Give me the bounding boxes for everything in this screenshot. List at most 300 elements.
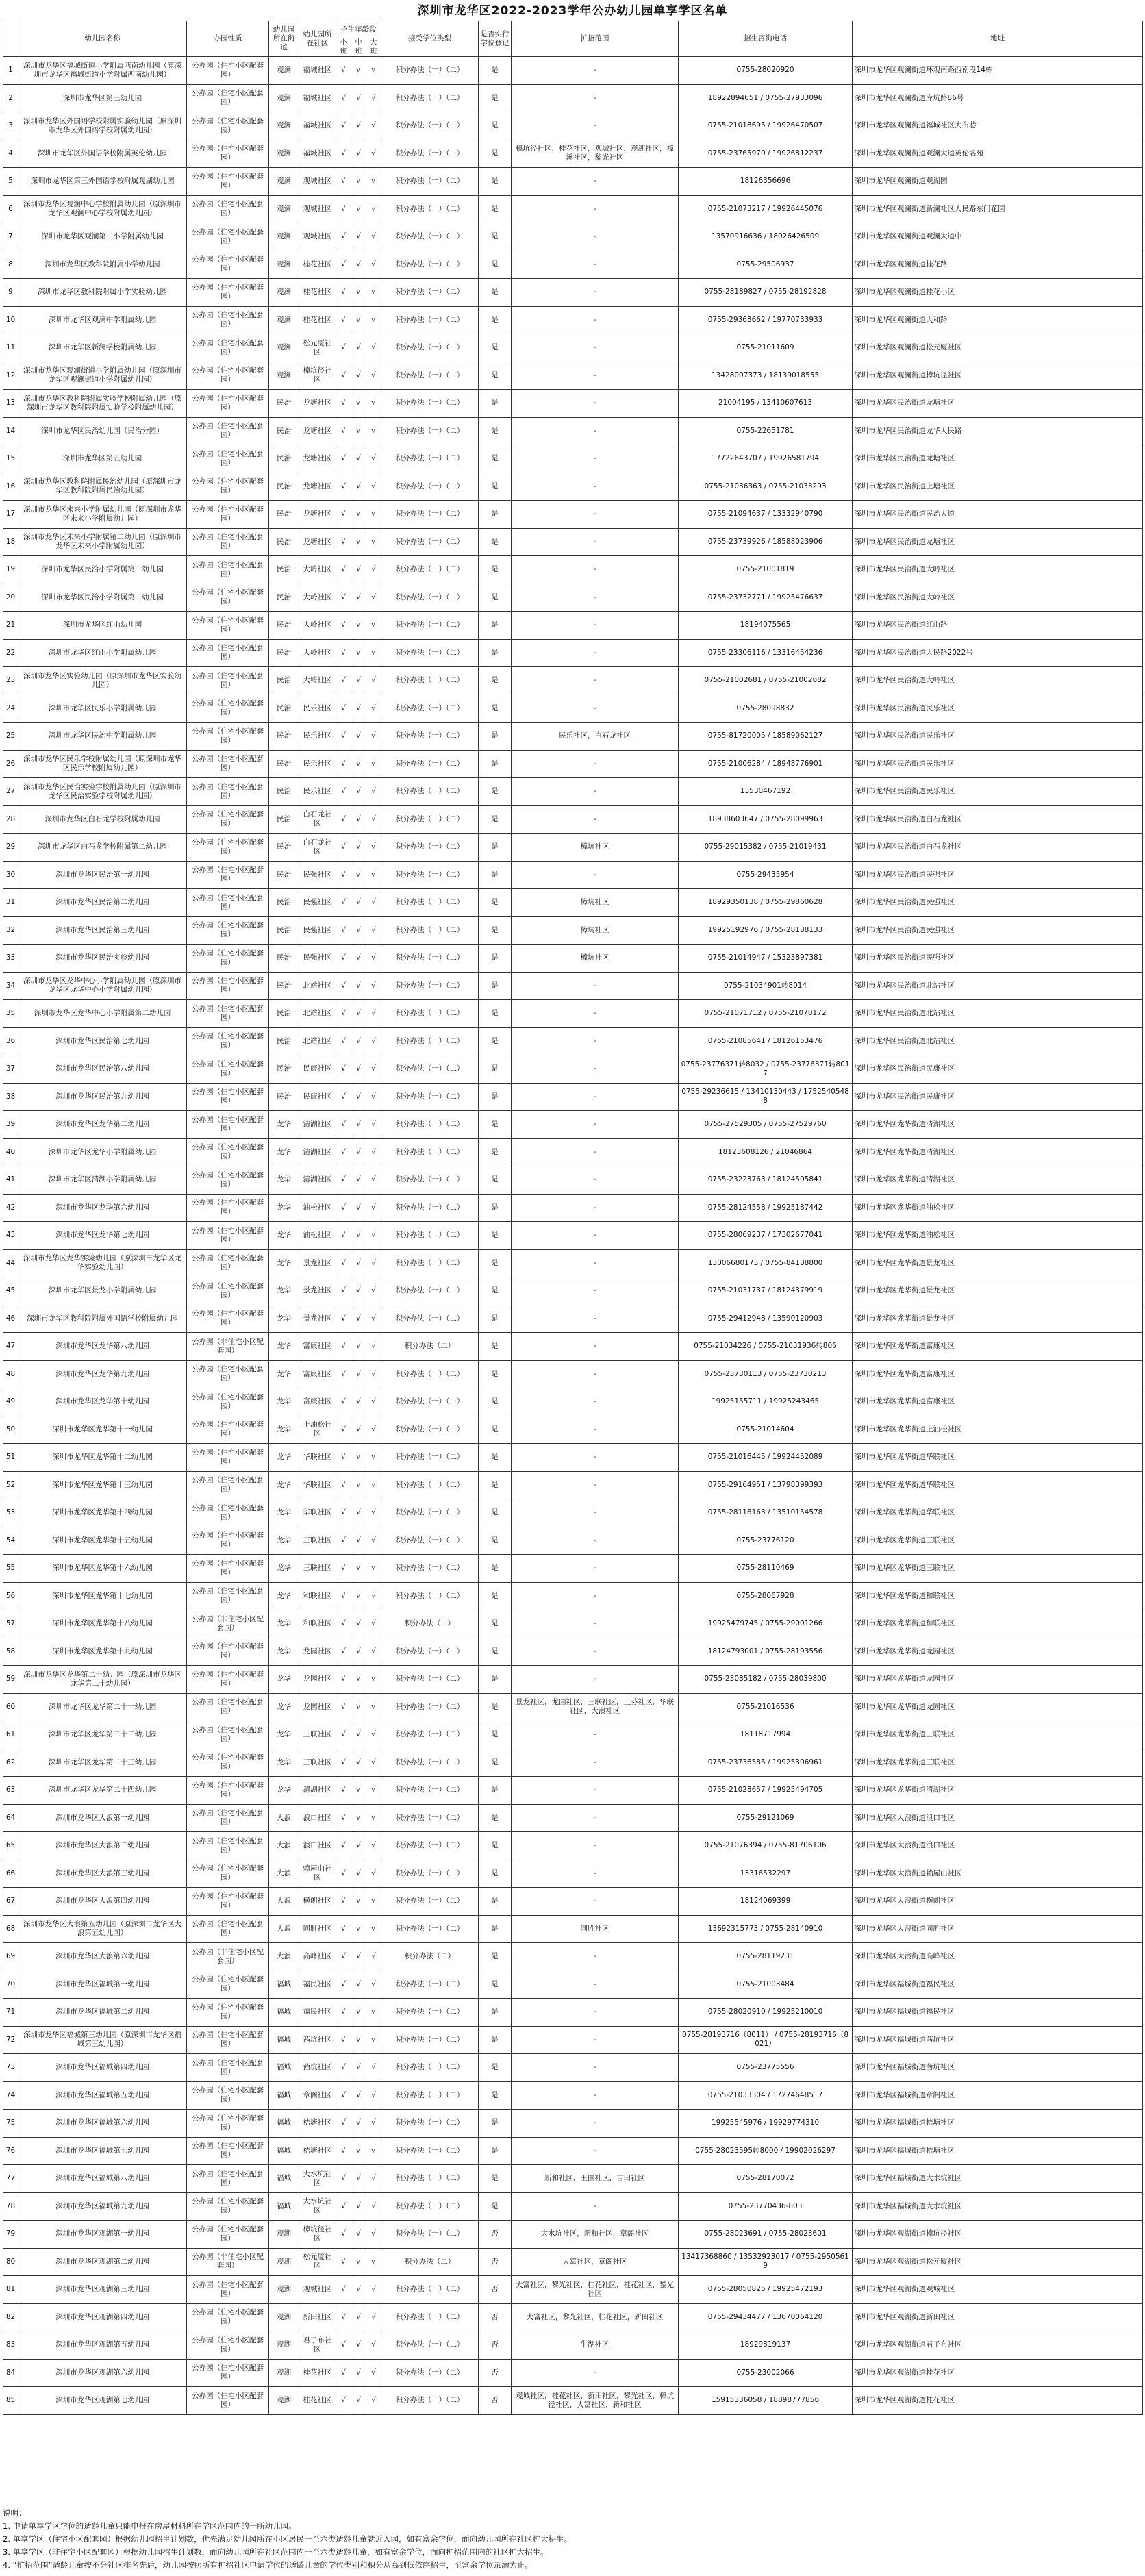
- cell-middle: √: [351, 889, 366, 917]
- cell-type: 公办园（住宅小区配套园）: [187, 834, 269, 862]
- cell-street: 龙华: [269, 1471, 299, 1499]
- cell-large: √: [366, 1638, 381, 1666]
- cell-community: 清湖社区: [299, 1777, 336, 1805]
- cell-scope: -: [512, 2081, 679, 2110]
- cell-community: 浪口社区: [299, 1832, 336, 1860]
- cell-middle: √: [351, 501, 366, 529]
- note-line: 说明：: [3, 2508, 27, 2518]
- cell-scope: -: [512, 1804, 679, 1832]
- cell-category: 积分办法（一）（二）: [381, 2331, 479, 2360]
- cell-name: 深圳市龙华区龙华小学附属幼儿园: [18, 1138, 187, 1166]
- cell-no: 9: [3, 279, 18, 307]
- table-row: [3, 528, 1143, 556]
- cell-large: √: [366, 57, 381, 85]
- cell-address: 深圳市龙华区民治街道人民路2022号: [853, 639, 1143, 667]
- cell-name: 深圳市龙华区教科院附属实验学校附属幼儿园（原深圳市龙华区教科院附属实验学校附属幼儿园）: [18, 390, 187, 418]
- table-row: [3, 2303, 1143, 2331]
- cell-phone: 0755-21016445 / 19924452089: [679, 1444, 853, 1472]
- cell-phone: 0755-21034901转8014: [679, 972, 853, 1000]
- cell-phone: 0755-28110469: [679, 1555, 853, 1583]
- cell-phone: 0755-23736585 / 19925306961: [679, 1749, 853, 1777]
- cell-scope: -: [512, 639, 679, 667]
- cell-type: 公办园（住宅小区配套园）: [187, 2303, 269, 2331]
- cell-middle: √: [351, 861, 366, 889]
- cell-pilot: 是: [479, 612, 512, 640]
- cell-large: √: [366, 1943, 381, 1971]
- cell-street: 观澜: [269, 279, 299, 307]
- cell-large: √: [366, 834, 381, 862]
- cell-address: 深圳市龙华区龙华街道清湖社区: [853, 1138, 1143, 1166]
- cell-category: 积分办法（一）（二）: [381, 473, 479, 501]
- cell-type: 公办园（住宅小区配套园）: [187, 1027, 269, 1055]
- cell-scope: -: [512, 501, 679, 529]
- cell-small: √: [336, 1610, 351, 1638]
- cell-name: 深圳市龙华区白石龙学校附属幼儿园: [18, 805, 187, 834]
- table-row: [3, 584, 1143, 612]
- cell-large: √: [366, 584, 381, 612]
- cell-category: 积分办法（一）（二）: [381, 945, 479, 973]
- cell-middle: √: [351, 279, 366, 307]
- cell-address: 深圳市龙华区民治街道大岭社区: [853, 584, 1143, 612]
- cell-name: 深圳市龙华区民治第七幼儿园: [18, 1027, 187, 1055]
- cell-small: √: [336, 750, 351, 778]
- header-large: 大班: [366, 38, 381, 57]
- cell-large: √: [366, 972, 381, 1000]
- cell-type: 公办园（住宅小区配套园）: [187, 168, 269, 196]
- cell-small: √: [336, 1804, 351, 1832]
- cell-type: 公办园（住宅小区配套园）: [187, 2331, 269, 2360]
- cell-pilot: 是: [479, 57, 512, 85]
- cell-pilot: 是: [479, 1305, 512, 1333]
- cell-no: 42: [3, 1194, 18, 1222]
- cell-phone: 0755-81720005 / 18589062127: [679, 723, 853, 751]
- cell-type: 公办园（住宅小区配套园）: [187, 1277, 269, 1305]
- cell-type: 公办园（住宅小区配套园）: [187, 2192, 269, 2221]
- cell-pilot: 是: [479, 362, 512, 390]
- cell-scope: -: [512, 1083, 679, 1111]
- cell-no: 51: [3, 1444, 18, 1472]
- cell-community: 龙园社区: [299, 1666, 336, 1694]
- cell-phone: 0755-23085182 / 0755-28039800: [679, 1666, 853, 1694]
- cell-small: √: [336, 1971, 351, 1999]
- cell-pilot: 是: [479, 112, 512, 140]
- cell-category: 积分办法（一）（二）: [381, 1388, 479, 1416]
- cell-large: √: [366, 945, 381, 973]
- cell-small: √: [336, 1582, 351, 1610]
- cell-category: 积分办法（一）（二）: [381, 390, 479, 418]
- cell-large: √: [366, 223, 381, 251]
- cell-community: 福民社区: [299, 1971, 336, 1999]
- cell-no: 25: [3, 723, 18, 751]
- cell-category: 积分办法（一）（二）: [381, 168, 479, 196]
- cell-category: 积分办法（一）（二）: [381, 889, 479, 917]
- cell-street: 民治: [269, 723, 299, 751]
- cell-name: 深圳市龙华区民治中学附属幼儿园: [18, 723, 187, 751]
- cell-pilot: 是: [479, 972, 512, 1000]
- cell-middle: √: [351, 1055, 366, 1084]
- cell-middle: √: [351, 2054, 366, 2082]
- table-row: [3, 2110, 1143, 2138]
- cell-pilot: 是: [479, 945, 512, 973]
- cell-scope: -: [512, 223, 679, 251]
- cell-phone: 0755-21016536: [679, 1693, 853, 1721]
- cell-large: √: [366, 1166, 381, 1195]
- table-row: [3, 334, 1143, 362]
- cell-name: 深圳市龙华区大浪第一幼儿园: [18, 1804, 187, 1832]
- cell-large: √: [366, 251, 381, 279]
- cell-name: 深圳市龙华区观湖第二幼儿园: [18, 2248, 187, 2276]
- cell-type: 公办园（住宅小区配套园）: [187, 2165, 269, 2193]
- cell-address: 深圳市龙华区观澜街道观湖园: [853, 168, 1143, 196]
- cell-phone: 0755-23002066: [679, 2359, 853, 2387]
- cell-pilot: 是: [479, 1388, 512, 1416]
- cell-pilot: 是: [479, 1693, 512, 1721]
- cell-middle: √: [351, 2192, 366, 2221]
- cell-middle: √: [351, 140, 366, 168]
- cell-address: 深圳市龙华区民治街道大岭社区: [853, 667, 1143, 695]
- cell-middle: √: [351, 916, 366, 945]
- cell-community: 白石龙社区: [299, 805, 336, 834]
- cell-small: √: [336, 861, 351, 889]
- cell-community: 民乐社区: [299, 750, 336, 778]
- cell-phone: 0755-21085641 / 18126153476: [679, 1027, 853, 1055]
- cell-name: 深圳市龙华区龙华实验幼儿园（原深圳市龙华区龙华实验幼儿园）: [18, 1249, 187, 1277]
- cell-address: 深圳市龙华区大浪街道高峰社区: [853, 1943, 1143, 1971]
- cell-no: 37: [3, 1055, 18, 1084]
- cell-middle: √: [351, 612, 366, 640]
- table-row: [3, 2221, 1143, 2249]
- cell-type: 公办园（住宅小区配套园）: [187, 84, 269, 112]
- cell-phone: 0755-21034226 / 0755-21031936转806: [679, 1333, 853, 1361]
- cell-small: √: [336, 1249, 351, 1277]
- cell-street: 福城: [269, 2137, 299, 2165]
- cell-type: 公办园（住宅小区配套园）: [187, 1111, 269, 1139]
- cell-phone: 0755-28050825 / 19925472193: [679, 2276, 853, 2304]
- cell-community: 大岭社区: [299, 612, 336, 640]
- cell-category: 积分办法（一）（二）: [381, 1222, 479, 1250]
- cell-middle: √: [351, 805, 366, 834]
- cell-street: 龙华: [269, 1416, 299, 1444]
- cell-scope: -: [512, 1888, 679, 1916]
- cell-large: √: [366, 195, 381, 223]
- cell-middle: √: [351, 1888, 366, 1916]
- cell-street: 观澜: [269, 57, 299, 85]
- cell-scope: -: [512, 528, 679, 556]
- cell-no: 60: [3, 1693, 18, 1721]
- cell-address: 深圳市龙华区民治街道民乐社区: [853, 695, 1143, 723]
- cell-address: 深圳市龙华区观湖街道桂花社区: [853, 2387, 1143, 2415]
- table-row: [3, 2192, 1143, 2221]
- cell-pilot: 否: [479, 2331, 512, 2360]
- cell-large: √: [366, 1777, 381, 1805]
- cell-community: 华联社区: [299, 1444, 336, 1472]
- cell-no: 55: [3, 1555, 18, 1583]
- cell-pilot: 是: [479, 528, 512, 556]
- cell-scope: -: [512, 556, 679, 584]
- cell-pilot: 是: [479, 2165, 512, 2193]
- cell-middle: √: [351, 445, 366, 473]
- cell-name: 深圳市龙华区福城第四幼儿园: [18, 2054, 187, 2082]
- cell-name: 深圳市龙华区福城第八幼儿园: [18, 2165, 187, 2193]
- cell-type: 公办园（住宅小区配套园）: [187, 861, 269, 889]
- cell-small: √: [336, 445, 351, 473]
- cell-pilot: 是: [479, 1527, 512, 1555]
- cell-type: 公办园（住宅小区配套园）: [187, 279, 269, 307]
- table-row: [3, 195, 1143, 223]
- cell-scope: 樟坑社区: [512, 834, 679, 862]
- cell-large: √: [366, 612, 381, 640]
- cell-address: 深圳市龙华区观湖街道君子布社区: [853, 2331, 1143, 2360]
- cell-community: 景龙社区: [299, 1305, 336, 1333]
- cell-category: 积分办法（一）（二）: [381, 667, 479, 695]
- cell-category: 积分办法（一）（二）: [381, 2221, 479, 2249]
- cell-pilot: 是: [479, 306, 512, 334]
- cell-small: √: [336, 2165, 351, 2193]
- table-row: [3, 2165, 1143, 2193]
- cell-large: √: [366, 1693, 381, 1721]
- cell-community: 福城社区: [299, 140, 336, 168]
- cell-address: 深圳市龙华区龙华街道上油松社区: [853, 1416, 1143, 1444]
- cell-small: √: [336, 417, 351, 445]
- cell-middle: √: [351, 390, 366, 418]
- cell-scope: -: [512, 584, 679, 612]
- table-row: [3, 1860, 1143, 1888]
- cell-small: √: [336, 2276, 351, 2304]
- cell-large: √: [366, 168, 381, 196]
- cell-street: 观澜: [269, 195, 299, 223]
- cell-street: 龙华: [269, 1277, 299, 1305]
- cell-name: 深圳市龙华区外国语学校附属实验幼儿园（原深圳市龙华区外国语学校附属幼儿园）: [18, 112, 187, 140]
- cell-scope: -: [512, 1222, 679, 1250]
- cell-community: 福城社区: [299, 84, 336, 112]
- table-row: [3, 1249, 1143, 1277]
- cell-large: √: [366, 1915, 381, 1943]
- cell-no: 26: [3, 750, 18, 778]
- cell-scope: -: [512, 1582, 679, 1610]
- cell-category: 积分办法（一）（二）: [381, 1166, 479, 1195]
- cell-street: 观澜: [269, 223, 299, 251]
- cell-type: 公办园（住宅小区配套园）: [187, 2110, 269, 2138]
- cell-street: 观湖: [269, 2248, 299, 2276]
- cell-pilot: 否: [479, 2303, 512, 2331]
- cell-phone: 18938603647 / 0755-28099963: [679, 805, 853, 834]
- cell-phone: 13428007373 / 18139018555: [679, 362, 853, 390]
- cell-no: 27: [3, 778, 18, 806]
- cell-street: 大浪: [269, 1832, 299, 1860]
- cell-community: 富康社区: [299, 1333, 336, 1361]
- cell-pilot: 是: [479, 1999, 512, 2027]
- cell-street: 观湖: [269, 2276, 299, 2304]
- cell-phone: 0755-23770436-803: [679, 2192, 853, 2221]
- cell-category: 积分办法（一）（二）: [381, 1915, 479, 1943]
- cell-category: 积分办法（一）（二）: [381, 1083, 479, 1111]
- cell-large: √: [366, 501, 381, 529]
- cell-name: 深圳市龙华区龙华第十九幼儿园: [18, 1638, 187, 1666]
- cell-street: 民治: [269, 861, 299, 889]
- cell-phone: 0755-28020910 / 19925210010: [679, 1999, 853, 2027]
- cell-middle: √: [351, 1166, 366, 1195]
- cell-middle: √: [351, 1860, 366, 1888]
- cell-type: 公办园（住宅小区配套园）: [187, 1416, 269, 1444]
- cell-street: 民治: [269, 805, 299, 834]
- table-row: [3, 362, 1143, 390]
- cell-phone: 0755-21001819: [679, 556, 853, 584]
- cell-phone: 0755-29015382 / 0755-21019431: [679, 834, 853, 862]
- cell-type: 公办园（住宅小区配套园）: [187, 1860, 269, 1888]
- cell-phone: 0755-21006284 / 18948776901: [679, 750, 853, 778]
- table-row: [3, 1416, 1143, 1444]
- cell-small: √: [336, 223, 351, 251]
- cell-name: 深圳市龙华区民治小学附属第一幼儿园: [18, 556, 187, 584]
- cell-no: 31: [3, 889, 18, 917]
- cell-large: √: [366, 1305, 381, 1333]
- cell-category: 积分办法（一）（二）: [381, 1555, 479, 1583]
- cell-address: 深圳市龙华区龙华街道清湖社区: [853, 1111, 1143, 1139]
- cell-name: 深圳市龙华区民治第八幼儿园: [18, 1055, 187, 1084]
- cell-type: 公办园（住宅小区配套园）: [187, 473, 269, 501]
- cell-large: √: [366, 473, 381, 501]
- cell-large: √: [366, 1749, 381, 1777]
- cell-phone: 13530467192: [679, 778, 853, 806]
- cell-phone: 0755-21033304 / 17274648517: [679, 2081, 853, 2110]
- header-street: 幼儿园所在街道: [269, 21, 299, 57]
- cell-pilot: 是: [479, 1610, 512, 1638]
- cell-no: 78: [3, 2192, 18, 2221]
- cell-name: 深圳市龙华区第三幼儿园: [18, 84, 187, 112]
- cell-pilot: 是: [479, 445, 512, 473]
- cell-address: 深圳市龙华区观澜街道环观南路西南段14栋: [853, 57, 1143, 85]
- cell-community: 景龙社区: [299, 1249, 336, 1277]
- cell-community: 景龙社区: [299, 1277, 336, 1305]
- table-row: [3, 1666, 1143, 1694]
- cell-pilot: 是: [479, 1638, 512, 1666]
- cell-pilot: 是: [479, 1499, 512, 1527]
- cell-pilot: 是: [479, 223, 512, 251]
- cell-category: 积分办法（一）（二）: [381, 84, 479, 112]
- table-row: [3, 1721, 1143, 1749]
- cell-address: 深圳市龙华区龙华街道华联社区: [853, 1471, 1143, 1499]
- cell-no: 15: [3, 445, 18, 473]
- cell-scope: -: [512, 778, 679, 806]
- cell-scope: 樟坑社区: [512, 889, 679, 917]
- cell-pilot: 是: [479, 2054, 512, 2082]
- cell-no: 36: [3, 1027, 18, 1055]
- cell-community: 大水坑社区: [299, 2192, 336, 2221]
- cell-name: 深圳市龙华区民治第九幼儿园: [18, 1083, 187, 1111]
- cell-community: 油松社区: [299, 1194, 336, 1222]
- cell-middle: √: [351, 334, 366, 362]
- cell-phone: 0755-27529305 / 0755-27529760: [679, 1111, 853, 1139]
- cell-large: √: [366, 2276, 381, 2304]
- cell-type: 公办园（住宅小区配套园）: [187, 1693, 269, 1721]
- cell-scope: -: [512, 57, 679, 85]
- cell-type: 公办园（非住宅小区配套园）: [187, 1333, 269, 1361]
- cell-address: 深圳市龙华区龙华街道富康社区: [853, 1388, 1143, 1416]
- cell-name: 深圳市龙华区福城第一幼儿园: [18, 1971, 187, 1999]
- cell-small: √: [336, 112, 351, 140]
- cell-no: 76: [3, 2137, 18, 2165]
- cell-category: 积分办法（一）（二）: [381, 2026, 479, 2054]
- cell-large: √: [366, 916, 381, 945]
- cell-community: 民乐社区: [299, 723, 336, 751]
- cell-category: 积分办法（一）（二）: [381, 1000, 479, 1028]
- cell-middle: √: [351, 1999, 366, 2027]
- table-row: [3, 1999, 1143, 2027]
- cell-community: 龙园社区: [299, 1638, 336, 1666]
- cell-category: 积分办法（一）（二）: [381, 362, 479, 390]
- cell-category: 积分办法（一）（二）: [381, 2081, 479, 2110]
- cell-address: 深圳市龙华区观澜街道观澜大道中: [853, 223, 1143, 251]
- cell-address: 深圳市龙华区民治街道民乐社区: [853, 750, 1143, 778]
- cell-pilot: 是: [479, 1943, 512, 1971]
- cell-community: 龙塘社区: [299, 501, 336, 529]
- cell-middle: √: [351, 473, 366, 501]
- cell-phone: 0755-28193716（8011） / 0755-28193716（8021）: [679, 2026, 853, 2054]
- cell-type: 公办园（住宅小区配套园）: [187, 1915, 269, 1943]
- cell-address: 深圳市龙华区民治街道红山路: [853, 612, 1143, 640]
- cell-name: 深圳市龙华区民治小学附属第二幼儿园: [18, 584, 187, 612]
- cell-scope: -: [512, 1138, 679, 1166]
- cell-street: 龙华: [269, 1305, 299, 1333]
- cell-no: 34: [3, 972, 18, 1000]
- cell-scope: -: [512, 84, 679, 112]
- table-row: [3, 1527, 1143, 1555]
- cell-no: 23: [3, 667, 18, 695]
- cell-pilot: 是: [479, 1333, 512, 1361]
- cell-address: 深圳市龙华区大浪街道赖屋山社区: [853, 1860, 1143, 1888]
- cell-small: √: [336, 501, 351, 529]
- cell-name: 深圳市龙华区龙华第十七幼儿园: [18, 1582, 187, 1610]
- cell-street: 龙华: [269, 1555, 299, 1583]
- cell-no: 22: [3, 639, 18, 667]
- cell-large: √: [366, 1083, 381, 1111]
- table-row: [3, 1693, 1143, 1721]
- cell-scope: -: [512, 1000, 679, 1028]
- cell-pilot: 是: [479, 1111, 512, 1139]
- cell-middle: √: [351, 1666, 366, 1694]
- cell-large: √: [366, 1471, 381, 1499]
- cell-large: √: [366, 2165, 381, 2193]
- cell-small: √: [336, 528, 351, 556]
- cell-street: 民治: [269, 501, 299, 529]
- cell-scope: -: [512, 112, 679, 140]
- table-row: [3, 2248, 1143, 2276]
- cell-no: 40: [3, 1138, 18, 1166]
- cell-middle: √: [351, 1111, 366, 1139]
- cell-pilot: 是: [479, 1360, 512, 1388]
- cell-large: √: [366, 445, 381, 473]
- cell-type: 公办园（住宅小区配套园）: [187, 778, 269, 806]
- table-row: [3, 2026, 1143, 2054]
- cell-small: √: [336, 362, 351, 390]
- cell-type: 公办园（住宅小区配套园）: [187, 140, 269, 168]
- cell-name: 深圳市龙华区未来小学附属幼儿园（原深圳市龙华区未来小学附属幼儿园）: [18, 501, 187, 529]
- cell-large: √: [366, 140, 381, 168]
- cell-pilot: 是: [479, 1915, 512, 1943]
- cell-name: 深圳市龙华区龙华第二幼儿园: [18, 1111, 187, 1139]
- cell-type: 公办园（住宅小区配套园）: [187, 695, 269, 723]
- cell-pilot: 是: [479, 1083, 512, 1111]
- cell-scope: -: [512, 750, 679, 778]
- cell-community: 桂花社区: [299, 306, 336, 334]
- cell-address: 深圳市龙华区观澜街道樟坑径社区: [853, 362, 1143, 390]
- cell-name: 深圳市龙华区教科院附属小学幼儿园: [18, 251, 187, 279]
- cell-type: 公办园（住宅小区配套园）: [187, 2359, 269, 2387]
- cell-community: 三联社区: [299, 1749, 336, 1777]
- cell-scope: -: [512, 1499, 679, 1527]
- cell-name: 深圳市龙华区观湖第三幼儿园: [18, 2276, 187, 2304]
- cell-address: 深圳市龙华区龙华街道清湖社区: [853, 1777, 1143, 1805]
